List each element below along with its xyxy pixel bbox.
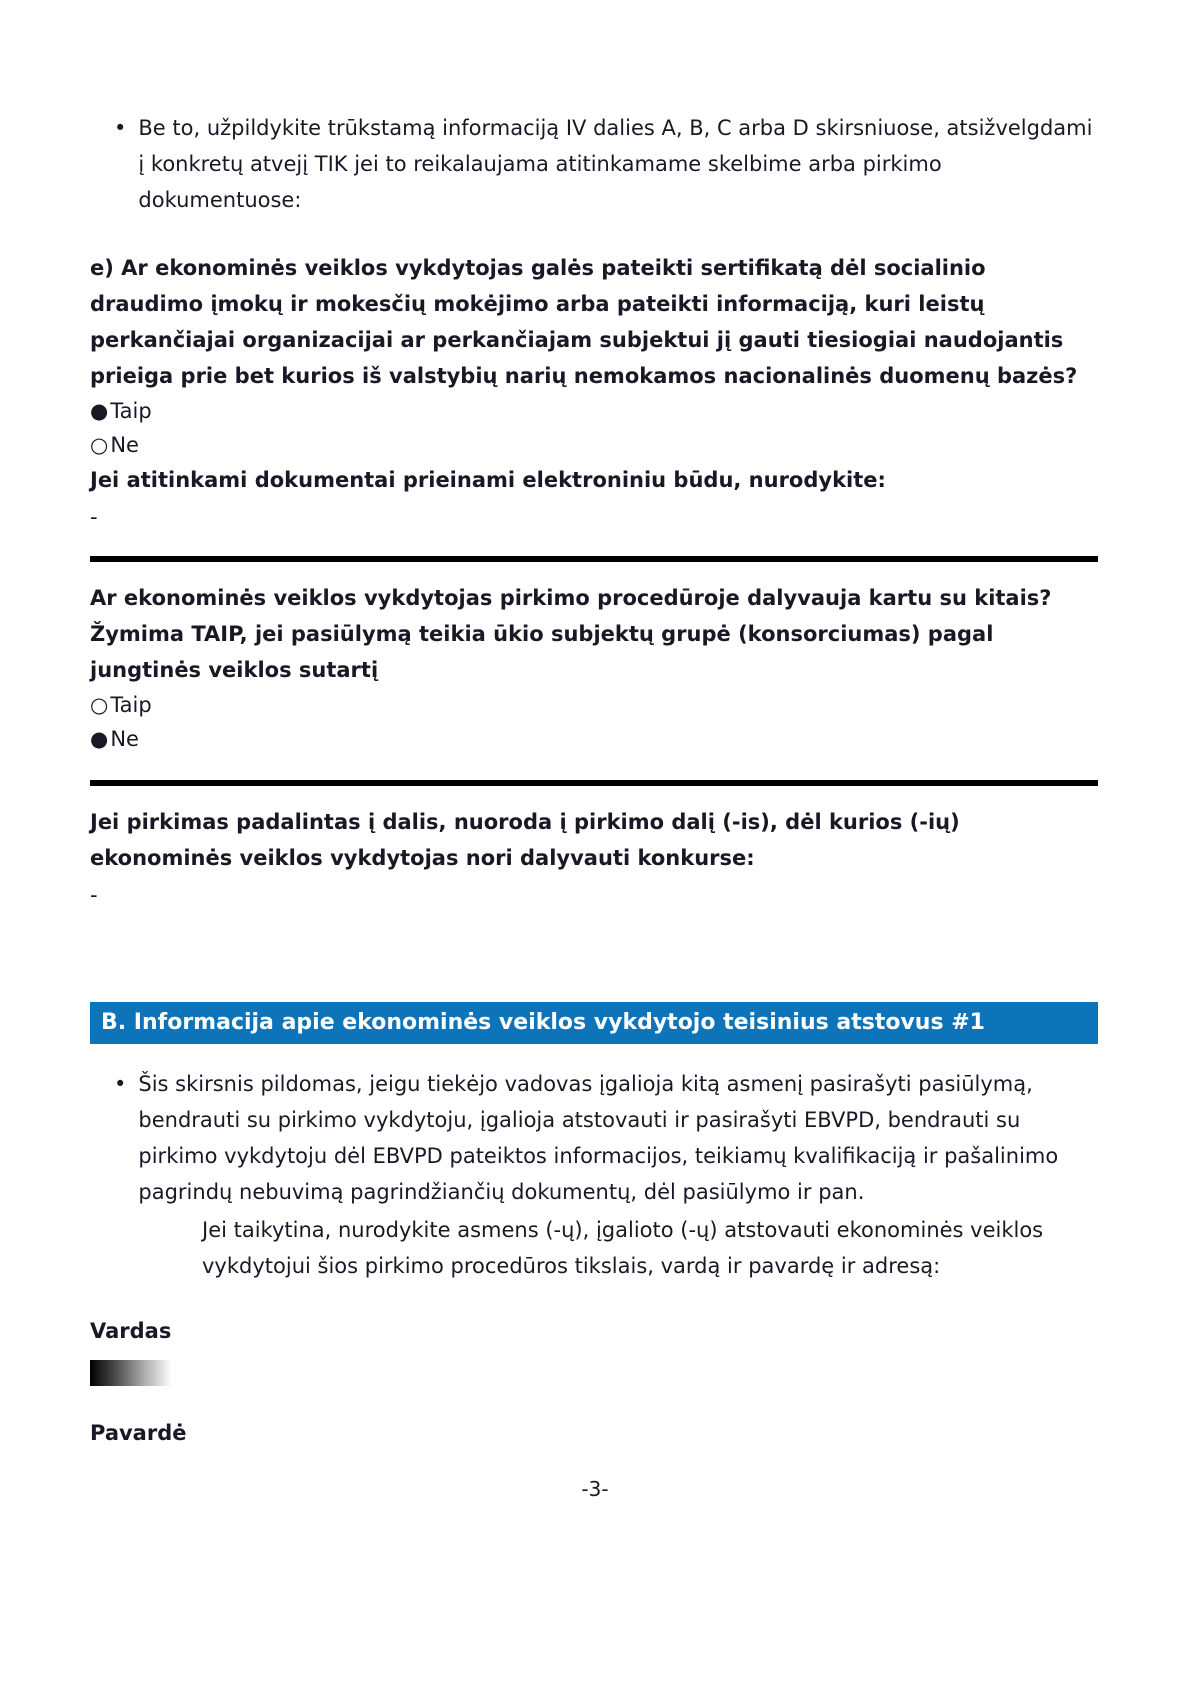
section-b-bullet-item: [90, 1066, 1098, 1210]
radio-label: Taip: [110, 693, 152, 717]
question-e-text: e) Ar ekonominės veiklos vykdytojas galės pateikti sertifikatą dėl socialinio draudimo įmokų ir mokesčių mokėjimo arba pateikti informaciją, kuri leistų perkančiajai organizacijai ar perkančiajam subjektui jį gauti tiesiogiai naudojantis prieiga prie bet kurios iš valstybių narių nemokamos nacionalinės duomenų bazės?: [90, 256, 1078, 388]
section-divider: [90, 556, 1098, 562]
vardas-value-redacted: [90, 1360, 172, 1386]
radio-unselected-icon: ○: [90, 693, 109, 717]
radio-unselected-icon: ○: [90, 433, 109, 457]
intro-bullet-item: [90, 110, 1098, 218]
radio-label: Ne: [110, 433, 139, 457]
question-e-option-ne[interactable]: [90, 428, 1098, 462]
question-joint-text: Ar ekonominės veiklos vykdytojas pirkimo procedūroje dalyvauja kartu su kitais? Žymima TAIP, jei pasiūlymą teikia ūkio subjektų grupė (konsorciumas) pagal jungtinės veiklos sutartį: [90, 586, 1052, 682]
intro-bullet-text: Be to, užpildykite trūkstamą informaciją IV dalies A, B, C arba D skirsniuose, atsižvelgdami į konkretų atvejį TIK jei to reikalaujama atitinkamame skelbime arba pirkimo dokumentuose:: [138, 116, 1093, 212]
section-divider: [90, 780, 1098, 786]
radio-selected-icon: ●: [90, 727, 109, 751]
question-lots-text: Jei pirkimas padalintas į dalis, nuoroda į pirkimo dalį (-is), dėl kurios (-ių) ekonominės veiklos vykdytojas nori dalyvauti konkurse:: [90, 810, 960, 870]
radio-selected-icon: ●: [90, 399, 109, 423]
section-b-bullet-text: Šis skirsnis pildomas, jeigu tiekėjo vadovas įgalioja kitą asmenį pasirašyti pasiūlymą, bendrauti su pirkimo vykdytoju, įgalioja atstovauti ir pasirašyti EBVPD, bendrauti su pirkimo vykdytoju dėl EBVPD pateiktos informacijos, teikiamų kvalifikaciją ir pašalinimo pagrindų nebuvimą pagrindžiančių dokumentų, dėl pasiūlymo ir pan.: [138, 1072, 1059, 1204]
bullet-icon: •: [114, 116, 127, 140]
question-e-option-taip[interactable]: [90, 394, 1098, 428]
section-b-note-text: Jei taikytina, nurodykite asmens (-ų), įgalioto (-ų) atstovauti ekonominės veiklos vykdytojui šios pirkimo procedūros tikslais, vardą ir pavardę ir adresą:: [202, 1218, 1044, 1278]
question-joint-option-taip[interactable]: [90, 688, 1098, 722]
radio-label: Ne: [110, 727, 139, 751]
question-lots-value: -: [90, 883, 98, 907]
question-joint-option-ne[interactable]: [90, 722, 1098, 756]
vardas-label: Vardas: [90, 1319, 172, 1343]
bullet-icon: •: [114, 1072, 127, 1096]
section-b-header: B. Informacija apie ekonominės veiklos vykdytojo teisinius atstovus #1: [90, 1002, 1098, 1044]
question-e-followup-label: Jei atitinkami dokumentai prieinami elektroniniu būdu, nurodykite:: [90, 468, 886, 492]
radio-label: Taip: [110, 399, 152, 423]
question-e-followup-value: -: [90, 505, 98, 529]
page-number: -3-: [581, 1477, 609, 1501]
pavarde-label: Pavardė: [90, 1421, 187, 1445]
